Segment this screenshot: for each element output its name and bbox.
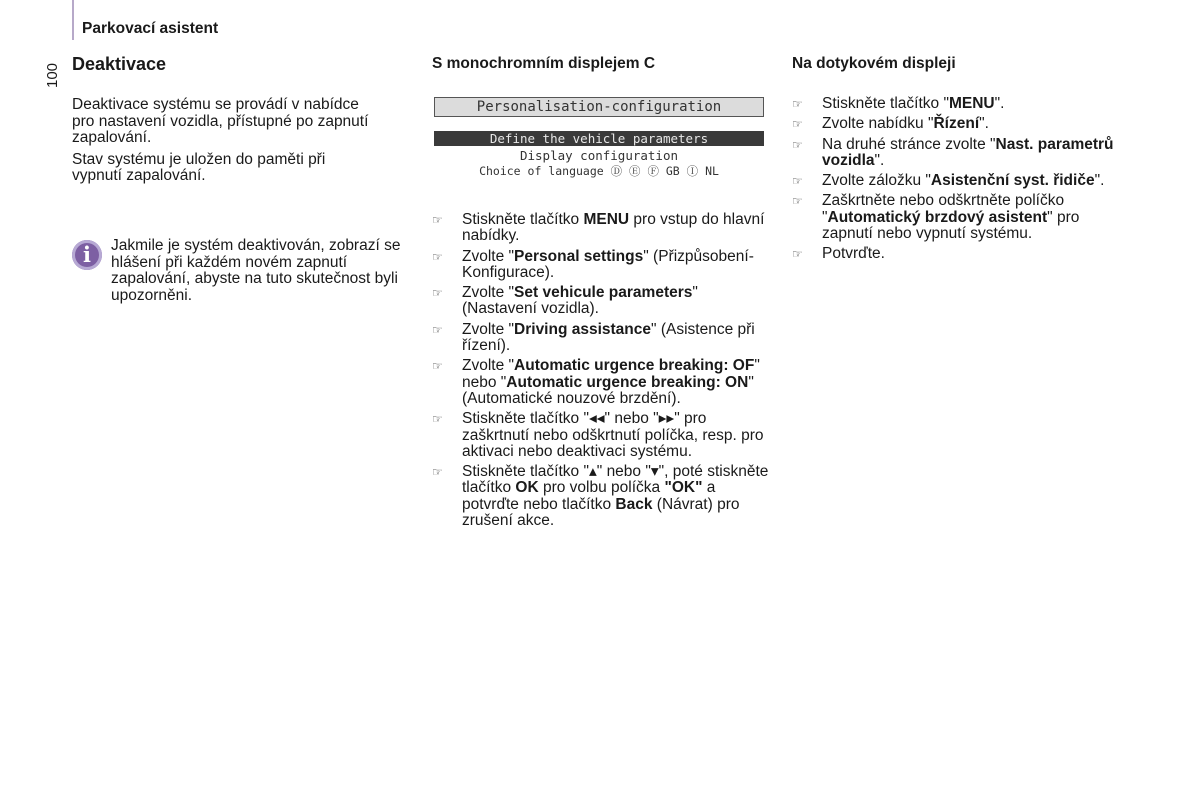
deactivation-text (72, 97, 372, 190)
step-text: " (Automatické nouzové brzdění). (462, 373, 754, 407)
section-header: Parkovací asistent (82, 20, 219, 37)
monochrome-display-screen (434, 97, 766, 183)
step-emphasis: OK (515, 479, 539, 497)
pointing-hand-icon: ☞ (432, 412, 443, 427)
pointing-hand-icon: ☞ (432, 322, 443, 337)
step-text: Na druhé stránce zvolte " (822, 135, 996, 153)
step-text: " (Nastavení vozidla). (462, 284, 698, 318)
step-text: Stiskněte tlačítko (462, 211, 584, 228)
pointing-hand-icon: ☞ (792, 117, 803, 132)
step-text: Potvrďte. (822, 245, 885, 263)
step-text: (Návrat) pro zrušení akce. (462, 495, 740, 530)
step-text: Zvolte " (462, 247, 515, 265)
step-emphasis: Automatický brzdový asistent (827, 208, 1048, 226)
step-item (792, 96, 1132, 112)
touchscreen-heading: Na dotykovém displeji (792, 55, 956, 72)
step-item (792, 173, 1132, 189)
step-text: Zvolte nabídku " (822, 115, 934, 133)
info-note-text: Jakmile je systém deaktivován, zobrazí se hlášení při každém novém zapnutí zapalování, abyste na tuto skutečnost byli upozorněni. (111, 237, 401, 304)
display-line-configuration: Display configuration (519, 148, 679, 163)
step-emphasis: Set vehicule parameters (514, 284, 693, 302)
step-text: ". (979, 115, 989, 133)
step-emphasis: Nast. parametrů vozidla (822, 135, 1114, 169)
pointing-hand-icon: ☞ (432, 359, 443, 374)
step-text: " (Asistence při řízení). (462, 320, 755, 355)
step-emphasis: MENU (583, 211, 630, 228)
step-text: ". (874, 151, 885, 169)
pointing-hand-icon: ☞ (792, 174, 803, 189)
monochrome-heading: S monochromním displejem C (432, 55, 656, 72)
step-item (432, 285, 772, 318)
pointing-hand-icon: ☞ (432, 213, 443, 227)
step-item (432, 212, 772, 245)
step-emphasis: Automatic urgence breaking: ON (506, 373, 749, 391)
step-text: Zvolte záložku " (822, 172, 931, 190)
step-item (432, 322, 772, 355)
deactivation-para-1: Deaktivace systému se provádí v nabídce pro nastavení vozidla, přístupné po zapnutí zapalování. (72, 96, 369, 146)
step-text: Zaškrtněte nebo odškrtněte políčko " (822, 192, 1065, 226)
step-text: Zvolte " (462, 357, 515, 375)
step-text: pro volbu políčka (538, 479, 665, 497)
deactivation-heading: Deaktivace (72, 54, 167, 74)
touchscreen-steps-list (792, 96, 1132, 267)
step-text: Stiskněte tlačítko "▴" nebo "▾", poté stiskněte tlačítko (462, 463, 769, 497)
display-line-language: Choice of language Ⓓ Ⓔ Ⓕ GB Ⓘ NL (479, 164, 719, 178)
deactivation-para-2: Stav systému je uložen do paměti při vypnutí zapalování. (72, 150, 326, 184)
pointing-hand-icon: ☞ (432, 465, 443, 480)
pointing-hand-icon: ☞ (432, 249, 443, 264)
step-emphasis: Back (615, 495, 653, 513)
step-item (792, 116, 1132, 132)
section-marker-bar (72, 0, 74, 40)
step-item (792, 137, 1132, 170)
step-emphasis: Automatic urgence breaking: OF (514, 357, 755, 375)
step-item (432, 249, 772, 282)
display-selected-item: Define the vehicle parameters (434, 131, 764, 146)
step-item (432, 358, 772, 407)
step-emphasis: Personal settings (514, 247, 644, 265)
step-text: Stiskněte tlačítko "◂◂" nebo "▸▸" pro zaškrtnutí nebo odškrtnutí políčka, resp. pro aktivaci nebo deaktivaci systému. (462, 410, 764, 460)
pointing-hand-icon: ☞ (792, 97, 803, 111)
step-text: " (Přizpůsobení-Konfigurace). (462, 247, 754, 281)
step-item (432, 464, 772, 529)
pointing-hand-icon: ☞ (432, 286, 443, 301)
display-title: Personalisation-configuration (434, 97, 764, 117)
step-item (792, 193, 1132, 242)
step-text: Zvolte " (462, 284, 515, 302)
step-text: ". (1094, 172, 1105, 190)
page-number: 100 (44, 62, 61, 88)
step-text: Stiskněte tlačítko " (822, 95, 949, 112)
pointing-hand-icon: ☞ (792, 137, 803, 152)
monochrome-steps-list (432, 212, 772, 533)
step-emphasis: Driving assistance (514, 320, 652, 338)
step-emphasis: Asistenční syst. řidiče (930, 172, 1095, 190)
step-text: Zvolte " (462, 320, 515, 338)
info-icon: i (72, 240, 102, 270)
step-text: a potvrďte nebo tlačítko (462, 479, 716, 513)
step-text: " pro zapnutí nebo vypnutí systému. (822, 208, 1080, 243)
step-text: " nebo " (462, 357, 760, 391)
step-item (432, 411, 772, 460)
step-emphasis: MENU (948, 95, 995, 112)
pointing-hand-icon: ☞ (792, 247, 803, 262)
step-emphasis: Řízení (933, 115, 980, 133)
step-item (792, 246, 1132, 262)
step-emphasis: "OK" (664, 479, 703, 497)
step-text: ". (994, 95, 1005, 112)
step-text: pro vstup do hlavní nabídky. (462, 211, 765, 245)
pointing-hand-icon: ☞ (792, 194, 803, 209)
